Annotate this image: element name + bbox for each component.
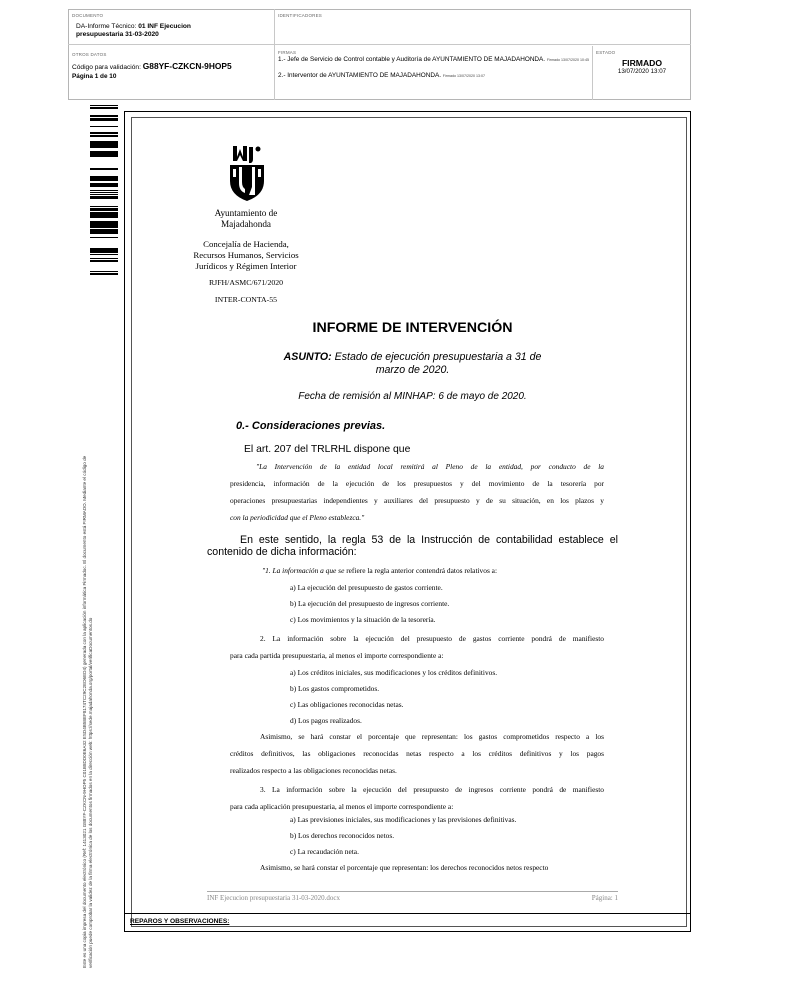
- asunto: [207, 351, 618, 377]
- asunto-label: ASUNTO:: [283, 351, 332, 363]
- letterhead-line-2: Majadahonda: [220, 219, 271, 229]
- quote-line-1: "La Intervención de la entidad local remitirá al Pleno de la entidad, por conducto de la: [256, 462, 604, 471]
- documento-prefix: DA-Informe Técnico:: [76, 23, 139, 30]
- p3-line-2: para cada aplicación presupuestaria, al menos el importe correspondiente a:: [230, 802, 454, 811]
- barcode: [90, 105, 118, 275]
- header-divider: [68, 44, 691, 45]
- reference-2: INTER-CONTA-55: [214, 295, 278, 304]
- header-divider: [274, 9, 275, 100]
- letterhead-entity: [174, 208, 318, 230]
- list-item: b) Los gastos comprometidos.: [290, 684, 380, 693]
- p2-asimismo-line-2: créditos definitivos, las obligaciones reconocidas netas respecto a los créditos definitivos y los pagos: [230, 749, 604, 758]
- p3-asimismo: Asimismo, se hará constar el porcentaje que representan: los derechos reconocidos netos respecto: [260, 863, 549, 872]
- side-text-line-1: Este es una copia impresa del documento electrónico (Ref: 1413021 G88YF-CZKCN-9HOP5 C01B8DD0E6A32 ESD4B58EF8174TC29C2ED6ED4) generada con la aplicación informática Firmadoc. El documento está FIRMADO. Mediante el código de: [82, 455, 87, 968]
- footer-page: Página: 1: [591, 894, 618, 902]
- page-title: INFORME DE INTERVENCIÓN: [312, 320, 513, 336]
- estado-date: 13/07/2020 13:07: [617, 68, 667, 75]
- header-divider: [592, 46, 593, 100]
- p2-line-1: 2. La información sobre la ejecución del presupuesto de gastos corriente pondrá de manifiesto: [260, 634, 604, 643]
- p1-rest: refiere la regla anterior contendrá datos relativos a:: [344, 566, 498, 575]
- list-item: c) Las obligaciones reconocidas netas.: [290, 700, 404, 709]
- documento-title-2: presupuestaria 31-03-2020: [76, 31, 159, 38]
- quote-line-3: operaciones presupuestarias independientes y auxiliares del presupuesto y de su situación, en los plazos y: [230, 496, 604, 505]
- regla-line-1: En este sentido, la regla 53 de la Instrucción de contabilidad establece el: [240, 534, 618, 546]
- p3-intro: [230, 781, 604, 815]
- firma-1: [278, 57, 590, 64]
- side-text-line-2: verificación puede comprobar la validez de la firma electrónica de los documentos firmados en la dirección web: https://sede.majadahonda.org/portal/verificaDocumentos.do: [88, 617, 93, 968]
- identificadores-label: IDENTIFICADORES: [278, 13, 323, 18]
- majadahonda-logo: [227, 143, 267, 203]
- p2-asimismo: [230, 728, 604, 779]
- firma-2-date: Firmado 13/07/2020 13:07: [442, 74, 485, 78]
- reparos-divider: [124, 913, 691, 914]
- codigo-label: Código para validación:: [72, 64, 141, 71]
- asunto-text-2: marzo de 2020.: [375, 364, 450, 376]
- p1-italic: "1. La información a que se: [262, 566, 345, 575]
- p2-asimismo-line-1: Asimismo, se hará constar el porcentaje que representan: los gastos comprometidos respecto a los: [260, 732, 604, 741]
- section-heading: 0.- Consideraciones previas.: [236, 420, 386, 432]
- p2-asimismo-line-3: realizados respecto a las obligaciones reconocidas netas.: [230, 766, 397, 775]
- codigo-value: G88YF-CZKCN-9HOP5: [142, 61, 232, 71]
- quote-line-4: con la periodicidad que el Pleno establezca.": [230, 513, 365, 522]
- p1-intro: [262, 566, 497, 575]
- firma-2: [278, 72, 590, 79]
- footer-filename: INF Ejecucion presupuestaria 31-03-2020.docx: [207, 894, 340, 902]
- regla-line-2: contenido de dicha información:: [207, 546, 357, 558]
- footer-divider: [207, 891, 618, 892]
- documento-value: [76, 23, 266, 39]
- letterhead-department: [164, 239, 328, 272]
- codigo-validacion: [72, 61, 232, 71]
- p2-line-2: para cada partida presupuestaria, al menos el importe correspondiente a:: [230, 651, 444, 660]
- otros-datos-label: OTROS DATOS: [72, 52, 107, 57]
- p2-intro: [230, 630, 604, 664]
- list-item: a) Las previsiones iniciales, sus modificaciones y las previsiones definitivas.: [290, 815, 517, 824]
- estado-value: FIRMADO: [621, 58, 663, 68]
- side-verification-text: [82, 268, 102, 968]
- list-item: a) La ejecución del presupuesto de gastos corriente.: [290, 583, 443, 592]
- art-intro: El art. 207 del TRLRHL dispone que: [244, 444, 411, 455]
- pagina-indicator: Página 1 de 10: [72, 73, 117, 80]
- list-item: c) La recaudación neta.: [290, 847, 359, 856]
- asunto-text-1: Estado de ejecución presupuestaria a 31 de: [331, 351, 542, 363]
- firma-1-date: Firmado 13/07/2020 10:45: [546, 58, 590, 62]
- firma-1-text: 1.- Jefe de Servicio de Control contable y Auditoría de AYUNTAMIENTO DE MAJADAHONDA.: [278, 56, 546, 63]
- letterhead-line-1: Ayuntamiento de: [214, 208, 278, 218]
- reference-1: RJFH/ASMC/671/2020: [208, 278, 284, 287]
- regla-53-intro: [207, 534, 618, 558]
- list-item: b) Los derechos reconocidos netos.: [290, 831, 395, 840]
- fecha-remision: Fecha de remisión al MINHAP: 6 de mayo de 2020.: [298, 391, 527, 402]
- documento-title-1: 01 INF Ejecucion: [138, 23, 191, 30]
- firmas-label: FIRMAS: [278, 50, 297, 55]
- firma-2-text: 2.- Interventor de AYUNTAMIENTO DE MAJADAHONDA.: [278, 72, 441, 79]
- documento-label: DOCUMENTO: [72, 13, 104, 18]
- dept-line-1: Concejalía de Hacienda,: [203, 239, 289, 249]
- quote-line-2: presidencia, información de la ejecución de los presupuestos y del movimiento de la tesorería por: [230, 479, 604, 488]
- dept-line-3: Jurídicos y Régimen Interior: [195, 261, 297, 271]
- p3-line-1: 3. La información sobre la ejecución del presupuesto de ingresos corriente pondrá de manifiesto: [260, 785, 604, 794]
- list-item: c) Los movimientos y la situación de la tesorería.: [290, 615, 436, 624]
- list-item: a) Los créditos iniciales, sus modificaciones y los créditos definitivos.: [290, 668, 498, 677]
- reparos-label: REPAROS Y OBSERVACIONES:: [130, 918, 230, 925]
- list-item: d) Los pagos realizados.: [290, 716, 362, 725]
- dept-line-2: Recursos Humanos, Servicios: [193, 250, 299, 260]
- estado-label: ESTADO: [596, 50, 616, 55]
- quote-block: [230, 458, 604, 526]
- list-item: b) La ejecución del presupuesto de ingresos corriente.: [290, 599, 450, 608]
